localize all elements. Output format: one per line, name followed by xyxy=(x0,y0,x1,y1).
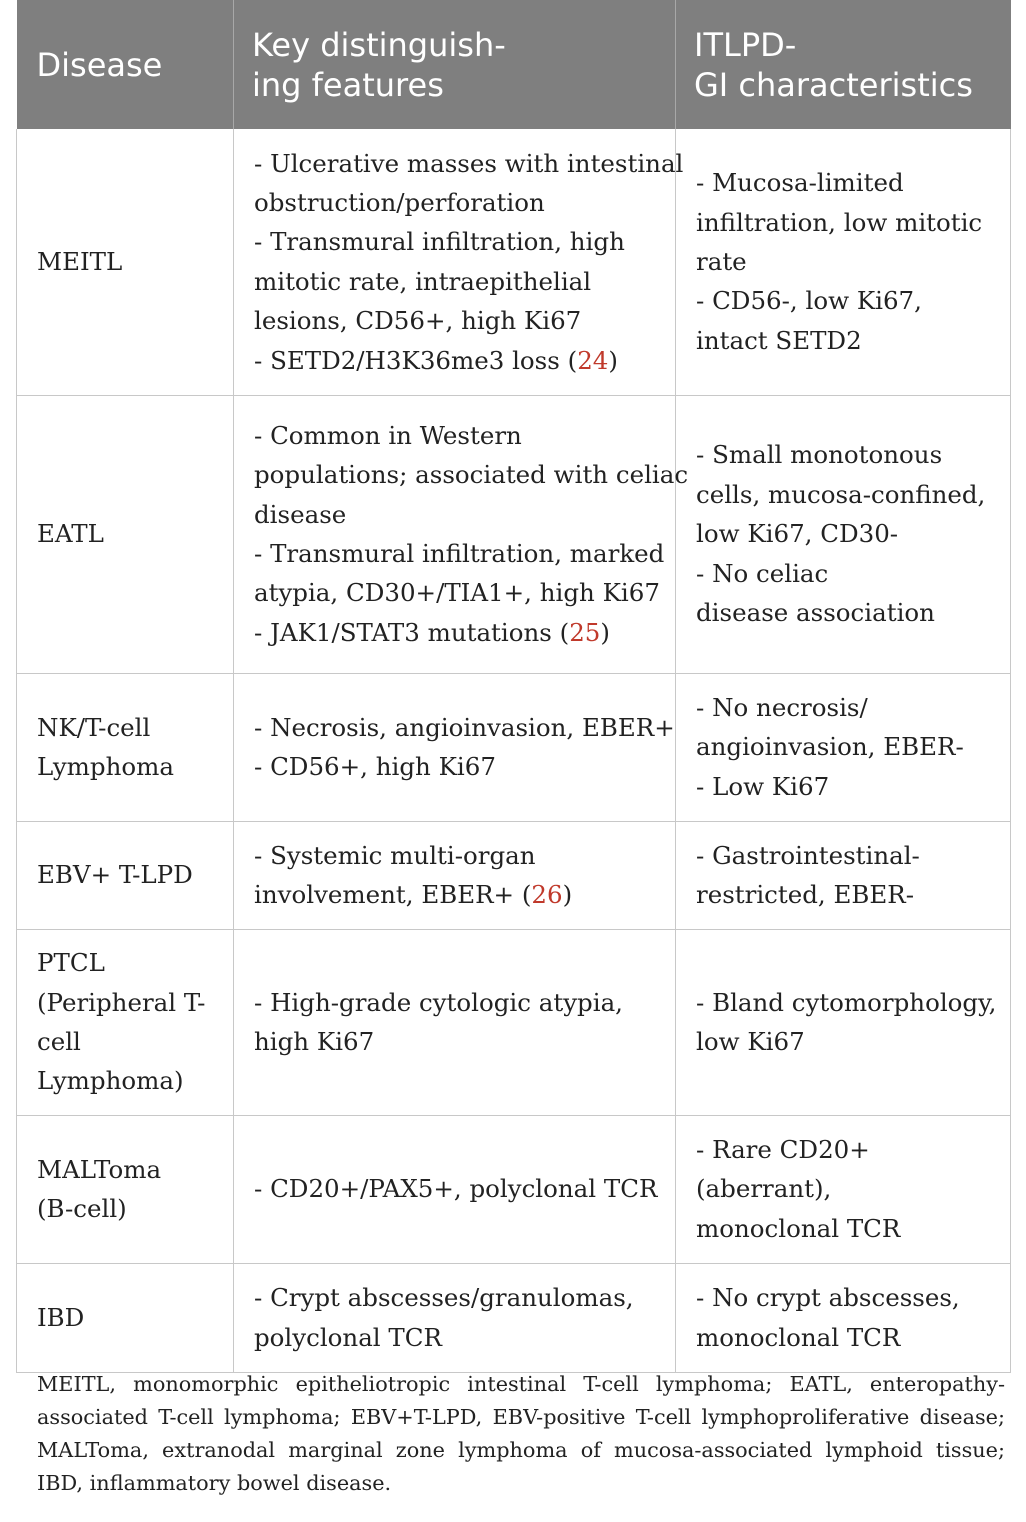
table-row xyxy=(17,395,1011,673)
text-line: cell xyxy=(37,1027,81,1056)
text-line: EATL xyxy=(37,519,104,549)
itlpd-gi-cell xyxy=(676,395,1011,673)
text-line: monoclonal TCR xyxy=(696,1213,901,1243)
text-line: (aberrant), xyxy=(696,1174,832,1204)
key-features-cell xyxy=(234,673,676,821)
feature-text-end: ) xyxy=(608,345,618,375)
text-line: low Ki67, CD30- xyxy=(696,519,899,549)
feature-line xyxy=(254,1278,657,1317)
feature-line xyxy=(254,144,684,183)
feature-text: mitotic rate, intraepithelial xyxy=(254,266,592,296)
feature-line xyxy=(254,341,657,380)
feature-text: - Common in Western xyxy=(254,420,522,450)
feature-line xyxy=(254,1318,657,1357)
feature-line xyxy=(254,708,675,747)
text-line: rate xyxy=(696,247,747,277)
text-line: Disease xyxy=(36,45,163,84)
feature-text: - Systemic multi-organ xyxy=(254,840,536,870)
feature-line xyxy=(254,836,657,875)
feature-text: - Transmural infiltration, high xyxy=(254,227,625,257)
feature-text: - Ulcerative masses with intestinal xyxy=(254,148,684,178)
feature-line xyxy=(254,455,689,494)
text-line: (B-cell) xyxy=(37,1194,127,1223)
text-line: ITLPD- xyxy=(694,25,797,64)
disease-cell xyxy=(17,673,234,821)
feature-text: involvement, EBER+ ( xyxy=(254,880,532,909)
text-line: ing features xyxy=(252,65,444,104)
itlpd-gi-cell xyxy=(676,129,1011,395)
text-line: angioinvasion, EBER- xyxy=(696,732,964,762)
header-key-features xyxy=(234,0,676,129)
feature-line xyxy=(254,183,657,222)
key-features-cell xyxy=(234,929,676,1115)
feature-text: - JAK1/STAT3 mutations ( xyxy=(254,617,570,647)
feature-text: obstruction/perforation xyxy=(254,187,545,217)
feature-line xyxy=(254,747,657,786)
feature-line xyxy=(254,983,657,1022)
text-line: - Small monotonous xyxy=(696,440,943,470)
feature-line xyxy=(254,301,657,340)
text-line: (Peripheral T- xyxy=(37,987,206,1017)
disease-cell xyxy=(17,1115,234,1263)
feature-line xyxy=(254,262,657,301)
text-line: Lymphoma) xyxy=(37,1066,184,1096)
itlpd-gi-cell xyxy=(676,929,1011,1115)
text-line: - Rare CD20+ xyxy=(696,1134,870,1164)
text-line: - CD56-, low Ki67, xyxy=(696,286,922,316)
key-features-cell xyxy=(234,821,676,929)
header-row xyxy=(17,0,1011,129)
feature-line xyxy=(254,1169,657,1208)
itlpd-gi-cell xyxy=(676,673,1011,821)
text-line: NK/T-cell xyxy=(37,712,151,742)
differential-diagnosis-table xyxy=(16,0,1011,1373)
feature-text: - SETD2/H3K36me3 loss ( xyxy=(254,345,578,375)
feature-line xyxy=(254,534,665,573)
table-row xyxy=(17,1263,1011,1372)
table-body xyxy=(17,129,1011,1372)
feature-text-end: ) xyxy=(600,617,610,647)
feature-text: - CD56+, high Ki67 xyxy=(254,752,496,781)
text-line: restricted, EBER- xyxy=(696,880,914,909)
table-header xyxy=(17,0,1011,129)
table-row xyxy=(17,673,1011,821)
feature-text-end: ) xyxy=(562,880,573,909)
key-features-cell xyxy=(234,1263,676,1372)
disease-cell xyxy=(17,395,234,673)
itlpd-gi-cell xyxy=(676,1115,1011,1263)
text-line: - Gastrointestinal- xyxy=(696,840,920,870)
feature-line xyxy=(254,416,657,455)
header-itlpd-gi xyxy=(676,0,1011,129)
table-row xyxy=(17,1115,1011,1263)
table-row xyxy=(17,821,1011,929)
text-line: - No necrosis/ xyxy=(696,692,868,722)
text-line: - Low Ki67 xyxy=(696,771,830,801)
key-features-cell xyxy=(234,1115,676,1263)
feature-line xyxy=(254,875,657,914)
table-footnote: MEITL, monomorphic epitheliotropic intestinal T-cell lymphoma; EATL, enteropathy-associated T-cell lymphoma; EBV+T-LPD, EBV-positive T-cell lymphoproliferative disease; MALToma, extranodal marginal zone lymphoma of mucosa-associated lymphoid tissue; IBD, inflammatory bowel disease. xyxy=(37,1372,1005,1495)
disease-cell xyxy=(17,1263,234,1372)
text-line: MALToma xyxy=(37,1154,162,1184)
comparison-table-container xyxy=(16,0,1010,1373)
text-line: Key distinguish- xyxy=(252,25,506,64)
text-line: cells, mucosa-confined, xyxy=(696,479,986,509)
feature-text: - High-grade cytologic atypia, xyxy=(254,987,623,1017)
key-features-cell xyxy=(234,395,689,673)
disease-cell xyxy=(17,129,234,395)
text-line: GI characteristics xyxy=(694,65,973,104)
feature-text: polyclonal TCR xyxy=(254,1322,442,1352)
text-line: - Bland cytomorphology, xyxy=(696,987,997,1017)
table-row xyxy=(17,929,1011,1115)
itlpd-gi-cell xyxy=(676,821,1011,929)
feature-text: populations; associated with celiac xyxy=(254,460,689,490)
text-line: disease association xyxy=(696,598,935,628)
text-line: low Ki67 xyxy=(696,1027,805,1056)
feature-text: lesions, CD56+, high Ki67 xyxy=(254,306,582,336)
text-line: MEITL xyxy=(37,247,123,277)
text-line: PTCL xyxy=(37,948,105,978)
text-line: - No crypt abscesses, xyxy=(696,1283,960,1313)
feature-text: - Necrosis, angioinvasion, EBER+ xyxy=(254,712,675,742)
text-line: - No celiac xyxy=(696,558,829,588)
text-line: EBV+ T-LPD xyxy=(37,860,193,890)
feature-text: high Ki67 xyxy=(254,1027,375,1056)
feature-text: disease xyxy=(254,499,347,529)
feature-text: atypia, CD30+/TIA1+, high Ki67 xyxy=(254,578,660,608)
text-line: - Mucosa-limited xyxy=(696,168,904,198)
feature-text: - Crypt abscesses/granulomas, xyxy=(254,1283,634,1313)
disease-cell xyxy=(17,929,234,1115)
text-line: intact SETD2 xyxy=(696,325,862,355)
header-disease xyxy=(17,0,234,129)
feature-line xyxy=(254,573,660,612)
feature-line xyxy=(254,222,657,261)
feature-text: - Transmural infiltration, marked xyxy=(254,539,665,568)
feature-line xyxy=(254,1022,657,1061)
reference-link[interactable]: 25 xyxy=(569,617,601,647)
itlpd-gi-cell xyxy=(676,1263,1011,1372)
feature-text: - CD20+/PAX5+, polyclonal TCR xyxy=(254,1174,658,1204)
key-features-cell xyxy=(234,129,684,395)
reference-link[interactable]: 24 xyxy=(577,345,609,375)
feature-line xyxy=(254,613,657,652)
text-line: infiltration, low mitotic xyxy=(696,207,983,237)
table-row xyxy=(17,129,1011,395)
text-line: Lymphoma xyxy=(37,752,174,781)
text-line: IBD xyxy=(37,1302,85,1332)
feature-line xyxy=(254,495,657,534)
disease-cell xyxy=(17,821,234,929)
text-line: monoclonal TCR xyxy=(696,1322,901,1352)
reference-link[interactable]: 26 xyxy=(531,880,563,909)
